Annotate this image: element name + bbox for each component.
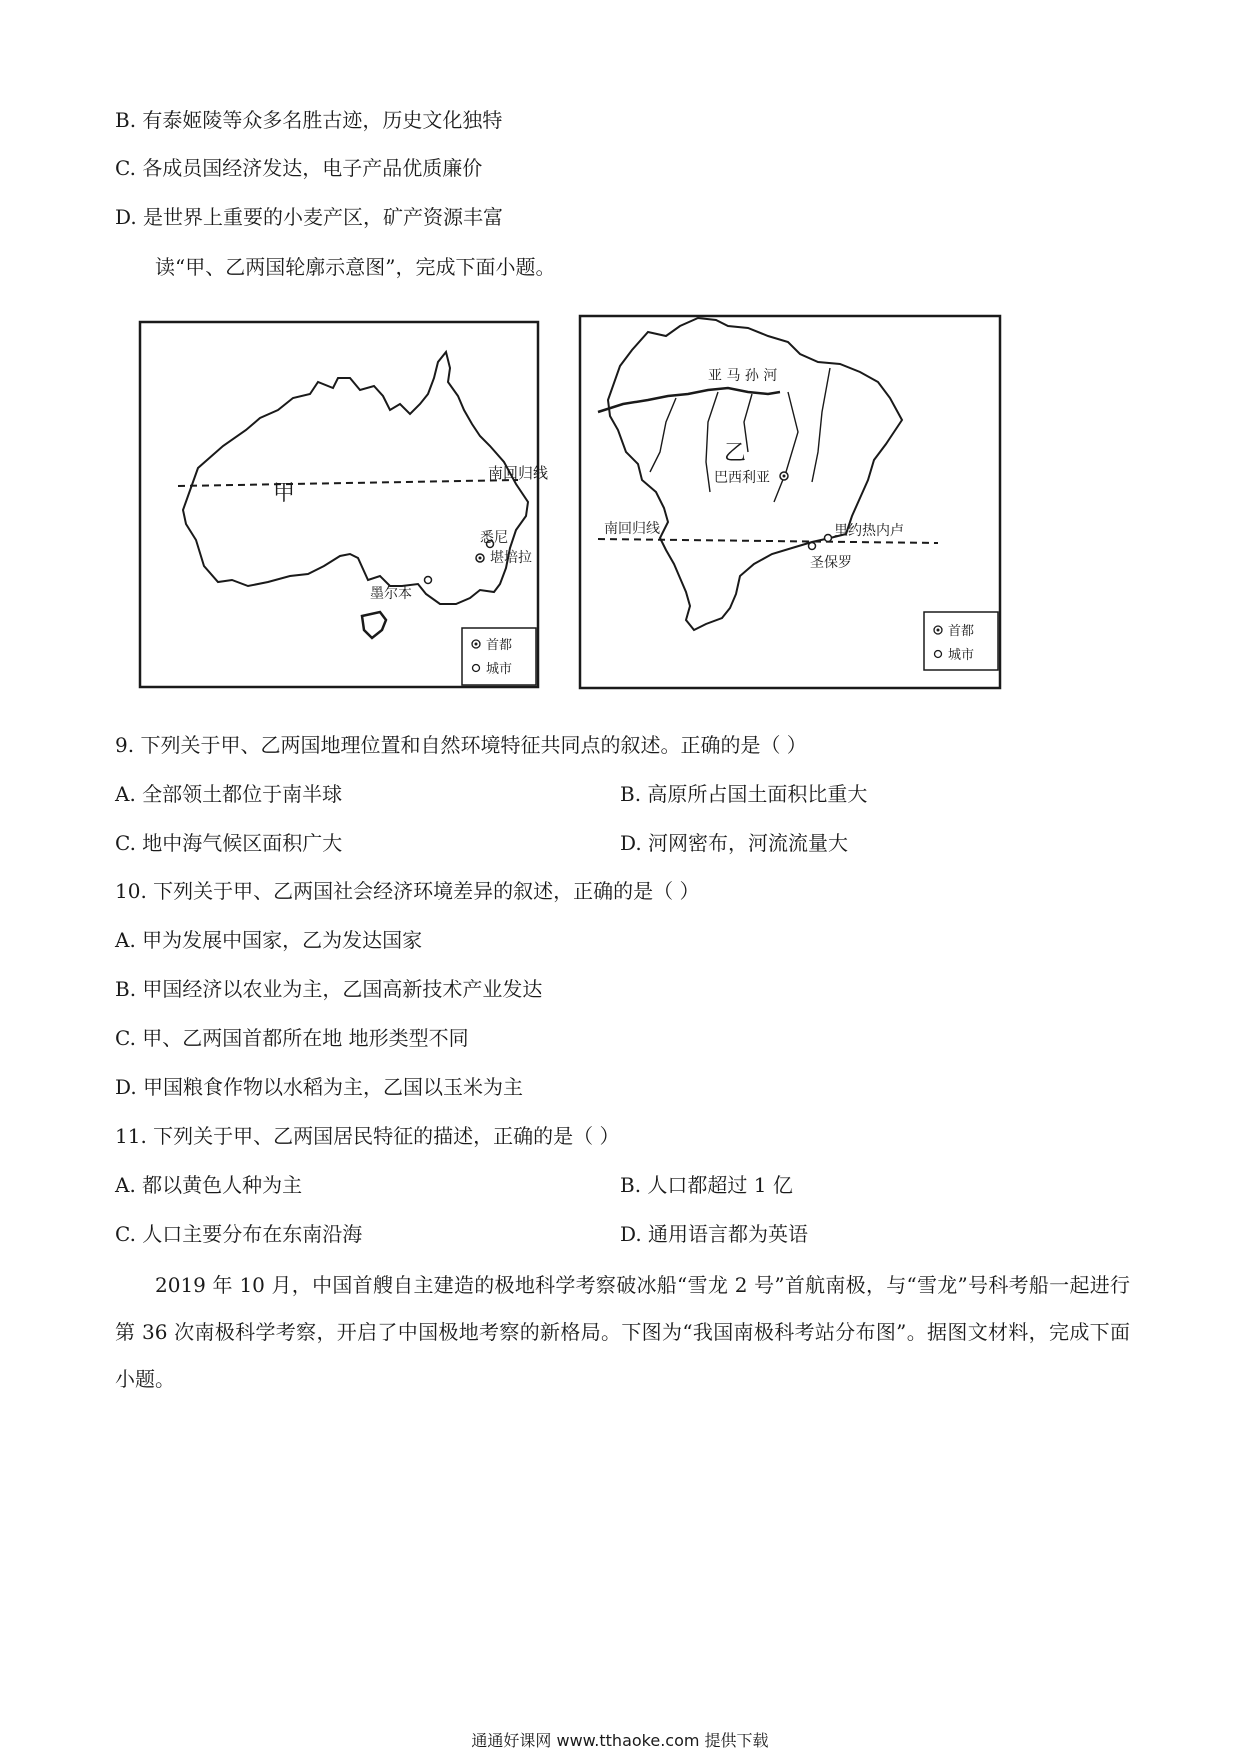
q9-stem: 9. 下列关于甲、乙两国地理位置和自然环境特征共同点的叙述。正确的是（ ）	[115, 733, 807, 757]
tasmania-outline	[362, 612, 386, 638]
option-c: C. 各成员国经济发达，电子产品优质廉价	[115, 156, 483, 180]
saopaulo-marker	[809, 543, 816, 550]
saopaulo-label: 圣保罗	[810, 555, 852, 571]
amazon-label: 亚 马 孙 河	[708, 368, 778, 384]
tropic-label: 南回归线	[604, 521, 660, 537]
melbourne-label: 墨尔本	[370, 586, 412, 602]
q9-option-a: A. 全部领土都位于南半球	[115, 782, 343, 806]
country-jia-label: 甲	[273, 481, 296, 506]
canberra-dot	[479, 557, 482, 560]
q11-option-d: D. 通用语言都为英语	[620, 1222, 809, 1246]
legend-city-label: 城市	[486, 662, 513, 677]
q10-option-c: C. 甲、乙两国首都所在地 地形类型不同	[115, 1026, 469, 1050]
melbourne-marker	[425, 577, 432, 584]
legend-city-label: 城市	[948, 648, 975, 663]
passage-text: 2019 年 10 月，中国首艘自主建造的极地科学考察破冰船“雪龙 2 号”首航南极，与“雪龙”号科考船一起进行第 36 次南极科学考察，开启了中国极地考察的新格局。下图为“我国南极科考站分布图”。据图文材料，完成下面小题。	[115, 1273, 1130, 1391]
legend-capital-label: 首都	[486, 638, 513, 653]
q10-option-b: B. 甲国经济以农业为主，乙国高新技术产业发达	[115, 977, 543, 1001]
tributary-1	[650, 398, 676, 472]
option-d: D. 是世界上重要的小麦产区，矿产资源丰富	[115, 205, 504, 229]
map-jia	[128, 318, 549, 693]
q11-option-a: A. 都以黄色人种为主	[115, 1173, 303, 1197]
rio-marker	[825, 535, 832, 542]
canberra-label: 堪培拉	[490, 550, 532, 566]
q10-stem: 10. 下列关于甲、乙两国社会经济环境差异的叙述，正确的是（ ）	[115, 879, 700, 903]
q10-option-d: D. 甲国粮食作物以水稻为主，乙国以玉米为主	[115, 1075, 524, 1099]
sydney-label: 悉尼	[480, 530, 508, 546]
tributary-5	[812, 368, 830, 482]
page-footer: 通通好课网 www.tthaoke.com 提供下载	[471, 1731, 769, 1750]
q11-option-b: B. 人口都超过 1 亿	[620, 1173, 793, 1197]
q11-stem: 11. 下列关于甲、乙两国居民特征的描述，正确的是（ ）	[115, 1124, 620, 1148]
rio-label: 里约热内卢	[834, 523, 904, 539]
country-yi-label: 乙	[724, 441, 747, 466]
tropic-line	[178, 480, 518, 486]
q10-option-a: A. 甲为发展中国家，乙为发达国家	[115, 928, 423, 952]
map-yi	[568, 312, 1008, 692]
tributary-4	[774, 392, 798, 502]
legend-capital-label: 首都	[948, 624, 975, 639]
option-b: B. 有泰姬陵等众多名胜古迹，历史文化独特	[115, 108, 503, 132]
q9-option-c: C. 地中海气候区面积广大	[115, 831, 343, 855]
australia-outline	[183, 352, 528, 604]
brasilia-dot	[783, 475, 786, 478]
q11-option-c: C. 人口主要分布在东南沿海	[115, 1222, 363, 1246]
intro-text: 读“甲、乙两国轮廓示意图”，完成下面小题。	[155, 255, 556, 279]
tropic-label: 南回归线	[488, 464, 549, 482]
amazon-river	[598, 388, 780, 412]
brasilia-label: 巴西利亚	[714, 470, 770, 486]
q9-option-b: B. 高原所占国土面积比重大	[620, 782, 868, 806]
tropic-line	[598, 539, 938, 543]
q9-option-d: D. 河网密布，河流流量大	[620, 831, 849, 855]
